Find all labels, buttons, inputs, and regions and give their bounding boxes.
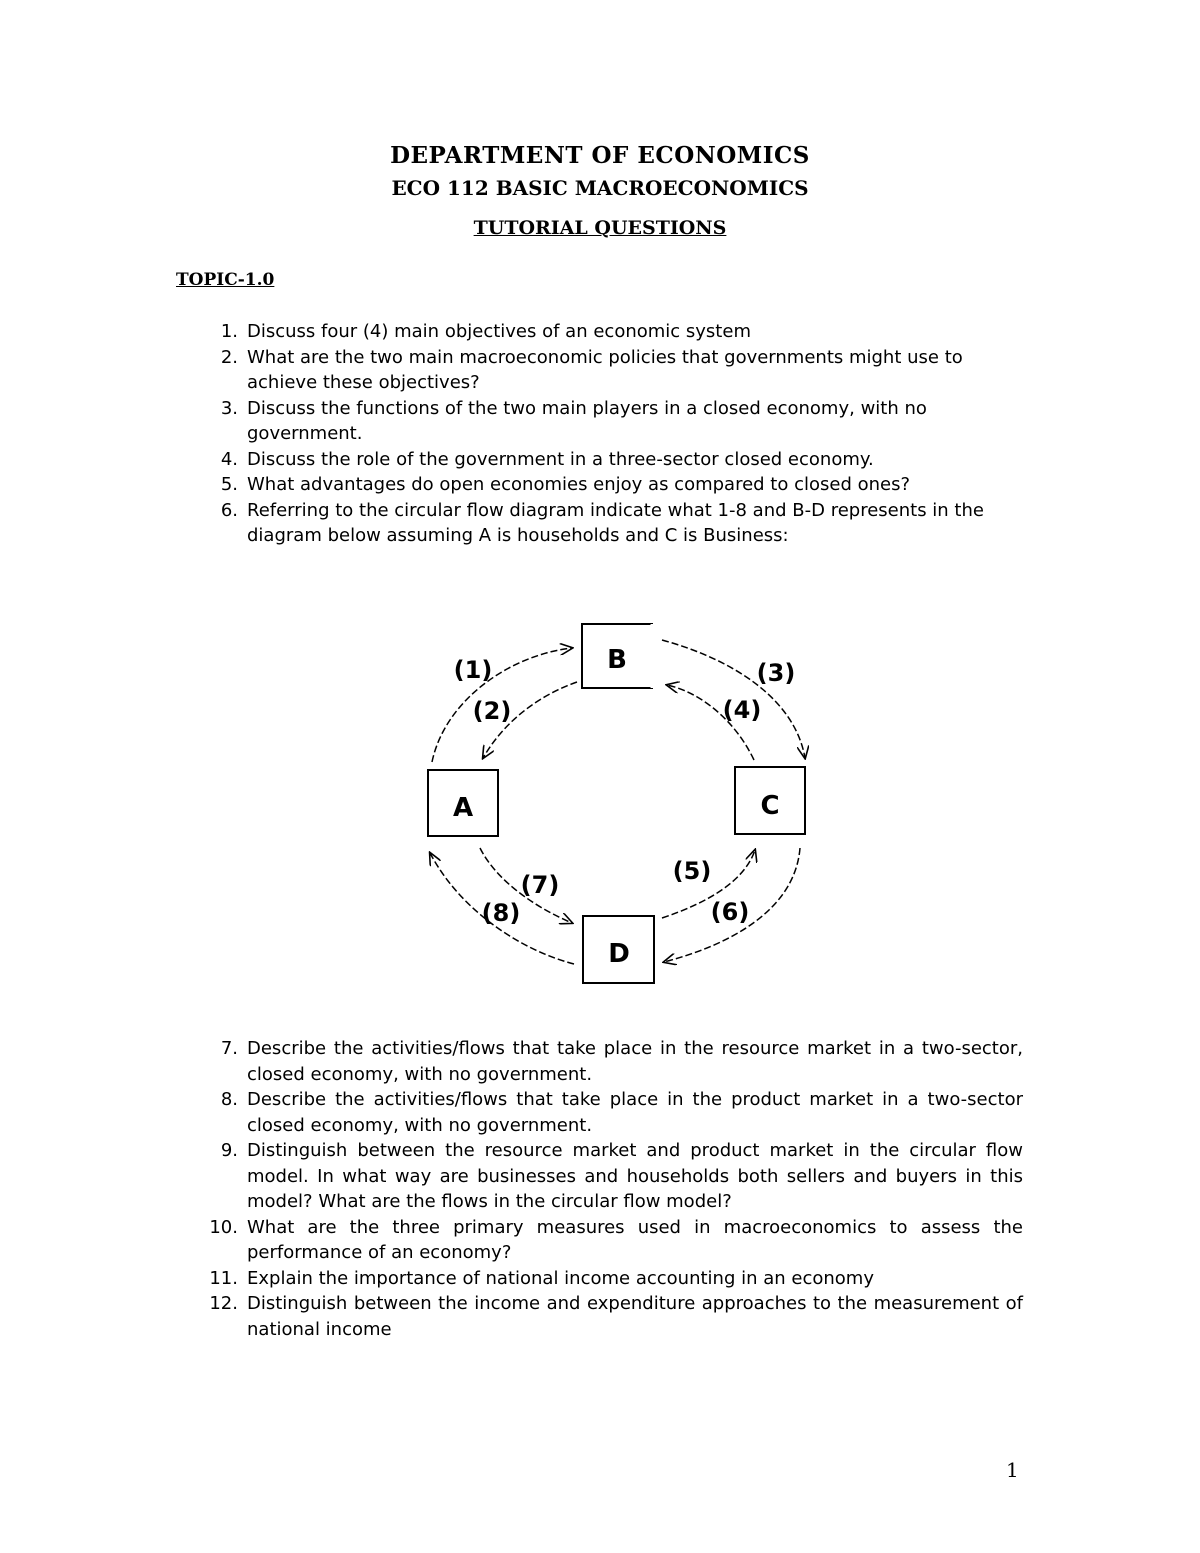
question-text: Distinguish between the income and expenditure approaches to the measurement of national income <box>247 1293 1023 1340</box>
question-number: 12. <box>209 1293 238 1314</box>
question-item <box>0 319 1023 345</box>
question-number: 5. <box>220 474 238 495</box>
question-list-part2 <box>0 1036 1200 1342</box>
question-number: 6. <box>220 499 238 521</box>
tutorial-title: TUTORIAL QUESTIONS <box>473 217 727 239</box>
question-item <box>0 1036 1023 1087</box>
flow-label-4: (4) <box>722 696 762 724</box>
box-c-label: C <box>760 791 780 821</box>
question-item <box>0 472 1023 498</box>
question-number: 4. <box>220 448 238 470</box>
question-text: Describe the activities/flows that take place in the product market in a two-sector closed economy, with no government. <box>247 1089 1023 1136</box>
question-text: Explain the importance of national income accounting in an economy <box>247 1267 874 1289</box>
question-number: 2. <box>220 346 238 368</box>
circular-flow-diagram <box>400 610 820 995</box>
question-text: Discuss the role of the government in a three-sector closed economy. <box>247 448 874 470</box>
question-item <box>0 498 1023 549</box>
flow-label-3: (3) <box>756 659 796 687</box>
question-item <box>0 1291 1023 1342</box>
question-text: What advantages do open economies enjoy as compared to closed ones? <box>247 474 911 495</box>
question-list-part1 <box>0 319 1200 549</box>
question-number: 8. <box>220 1089 238 1110</box>
question-text: Discuss four (4) main objectives of an economic system <box>247 321 751 342</box>
question-text: Distinguish between the resource market and product market in the circular flow model. In what way are businesses and households both sellers and buyers in this model? What are the flows in the circular flow model? <box>247 1140 1023 1212</box>
question-number: 1. <box>220 321 238 342</box>
flow-label-2: (2) <box>472 697 512 725</box>
question-text: Describe the activities/flows that take place in the resource market in a two-sector, closed economy, with no government. <box>247 1038 1023 1085</box>
flow-label-8: (8) <box>481 899 521 927</box>
question-number: 7. <box>220 1038 238 1059</box>
question-item <box>0 1266 1023 1292</box>
question-number: 10. <box>209 1216 238 1238</box>
course-title: ECO 112 BASIC MACROECONOMICS <box>391 176 809 200</box>
flow-label-7: (7) <box>520 871 560 899</box>
question-text: What are the two main macroeconomic policies that governments might use to achieve these objectives? <box>247 346 963 393</box>
question-text: What are the three primary measures used in macroeconomics to assess the performance of an economy? <box>247 1216 1023 1263</box>
flow-label-5: (5) <box>672 857 712 885</box>
question-item <box>0 396 1023 447</box>
question-text: Discuss the functions of the two main players in a closed economy, with no government. <box>247 397 927 444</box>
box-d-label: D <box>608 939 630 969</box>
question-item <box>0 345 1023 396</box>
question-item <box>0 1138 1023 1215</box>
question-number: 9. <box>220 1140 238 1161</box>
question-number: 11. <box>209 1267 238 1289</box>
department-title: DEPARTMENT OF ECONOMICS <box>390 142 810 169</box>
flow-label-1: (1) <box>453 656 493 684</box>
box-b-label: B <box>607 645 627 675</box>
flow-label-6: (6) <box>710 898 750 926</box>
page-number: 1 <box>1006 1458 1019 1482</box>
question-item <box>0 1087 1023 1138</box>
question-item <box>0 447 1023 473</box>
question-number: 3. <box>220 397 238 419</box>
question-text: Referring to the circular flow diagram indicate what 1-8 and B-D represents in the diagram below assuming A is households and C is Business: <box>247 499 984 546</box>
question-item <box>0 1215 1023 1266</box>
topic-heading: TOPIC-1.0 <box>176 270 275 290</box>
box-a-label: A <box>452 793 474 823</box>
